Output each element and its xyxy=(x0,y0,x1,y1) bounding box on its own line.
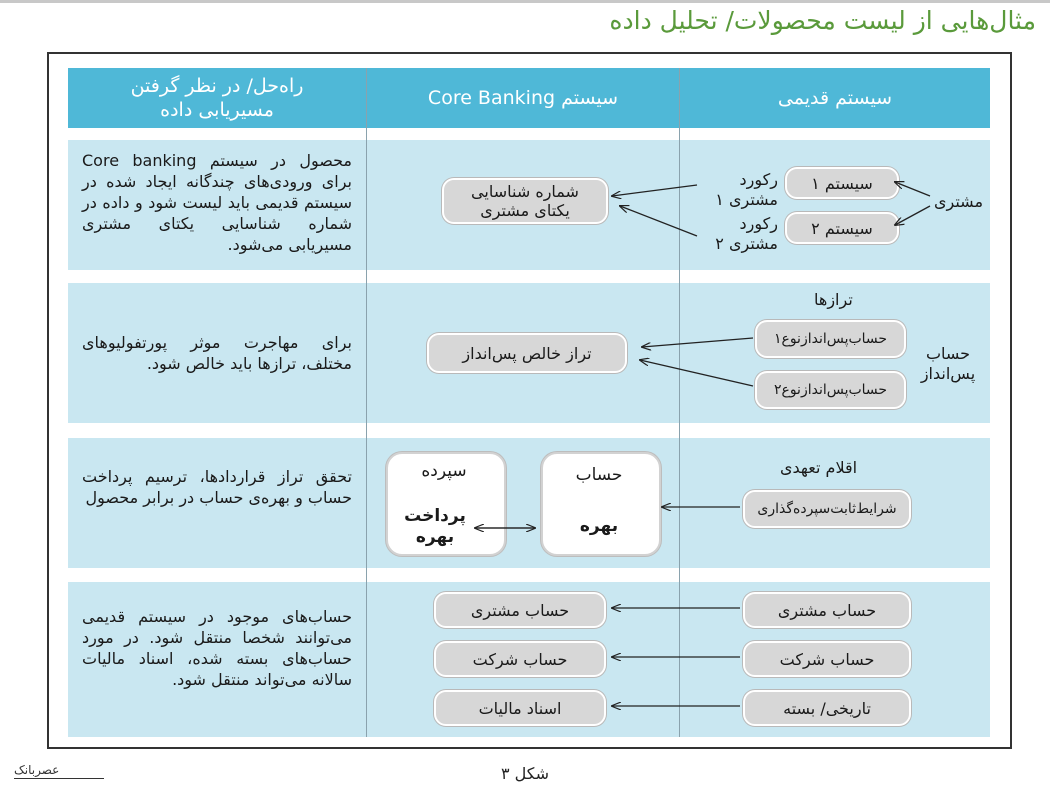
arrow-customer-system2 xyxy=(895,206,930,225)
publisher-logo: عصربانک xyxy=(14,763,104,779)
legacy-company-account-box: حساب شرکت xyxy=(743,641,911,677)
net-savings-balance-box: تراز خالص پس‌انداز xyxy=(427,333,627,373)
record2-label: رکورد مشتری ۲ xyxy=(715,214,778,253)
header-legacy: سیستم قدیمی xyxy=(680,68,990,128)
interest-payment-label: پرداخت بهره xyxy=(404,506,466,547)
arrow-customer-system1 xyxy=(895,182,930,196)
commitments-label: اقلام تعهدی xyxy=(780,458,858,477)
header-core: سیستم Core Banking xyxy=(367,68,679,128)
figure-caption: شکل ۳ xyxy=(500,764,550,783)
core-customer-account-box: حساب مشتری xyxy=(434,592,606,628)
header-solution-text: راه‌حل/ در نظر گرفتن مسیریابی داده xyxy=(130,75,304,121)
row2-solution-text: برای مهاجرت موثر پورتفولیوهای مختلف، ترازها باید خالص شود. xyxy=(82,333,352,373)
interest-label: بهره xyxy=(579,516,619,536)
row3-solution-text: تحقق تراز قراردادها، ترسیم پرداخت حساب و بهره‌ی حساب در برابر محصول xyxy=(82,467,352,507)
customer-label: مشتری xyxy=(934,192,984,211)
arrow-record1-core xyxy=(612,185,697,196)
legacy-customer-account-box: حساب مشتری xyxy=(743,592,911,628)
savings-type1-box: حساب‌پس‌انداز‌نوع۱ xyxy=(755,320,906,358)
system1-box: سیستم ۱ xyxy=(785,167,899,199)
savings-account-label: حساب پس‌انداز xyxy=(920,344,976,383)
record1-label: رکورد مشتری ۱ xyxy=(715,170,778,209)
account-title: حساب xyxy=(575,465,623,485)
unique-customer-id-box: شماره شناسایی یکتای مشتری xyxy=(442,178,608,224)
balances-label: ترازها xyxy=(814,290,853,309)
row4-solution-text: حساب‌های موجود در سیستم قدیمی می‌توانند شخصا منتقل شود. در مورد حساب‌های بسته شده، اسناد مالیات سالانه می‌تواند منتقل شود. xyxy=(82,607,352,689)
system2-box: سیستم ۲ xyxy=(785,212,899,244)
page-title: مثال‌هایی از لیست محصولات/ تحلیل داده xyxy=(609,6,1036,35)
row1-solution-text: محصول در سیستم Core banking برای ورودی‌های چندگانه ایجاد شده در سیستم قدیمی باید لیست شود و داده در شماره شناسایی یکتای مشتری مسیریابی می‌شود. xyxy=(82,151,352,254)
legacy-closed-box: تاریخی/ بسته xyxy=(743,690,911,726)
core-tax-documents-box: اسناد مالیات xyxy=(434,690,606,726)
deposit-title: سپرده xyxy=(421,461,467,481)
arrow-record2-core xyxy=(620,206,697,236)
core-company-account-box: حساب شرکت xyxy=(434,641,606,677)
arrow-savings2-core xyxy=(640,360,753,386)
savings-type2-box: حساب‌پس‌انداز‌نوع۲ xyxy=(755,371,906,409)
arrow-savings1-core xyxy=(642,338,753,347)
deposit-terms-box: شرایط‌ثابت‌سپرده‌گذاری xyxy=(743,490,911,528)
